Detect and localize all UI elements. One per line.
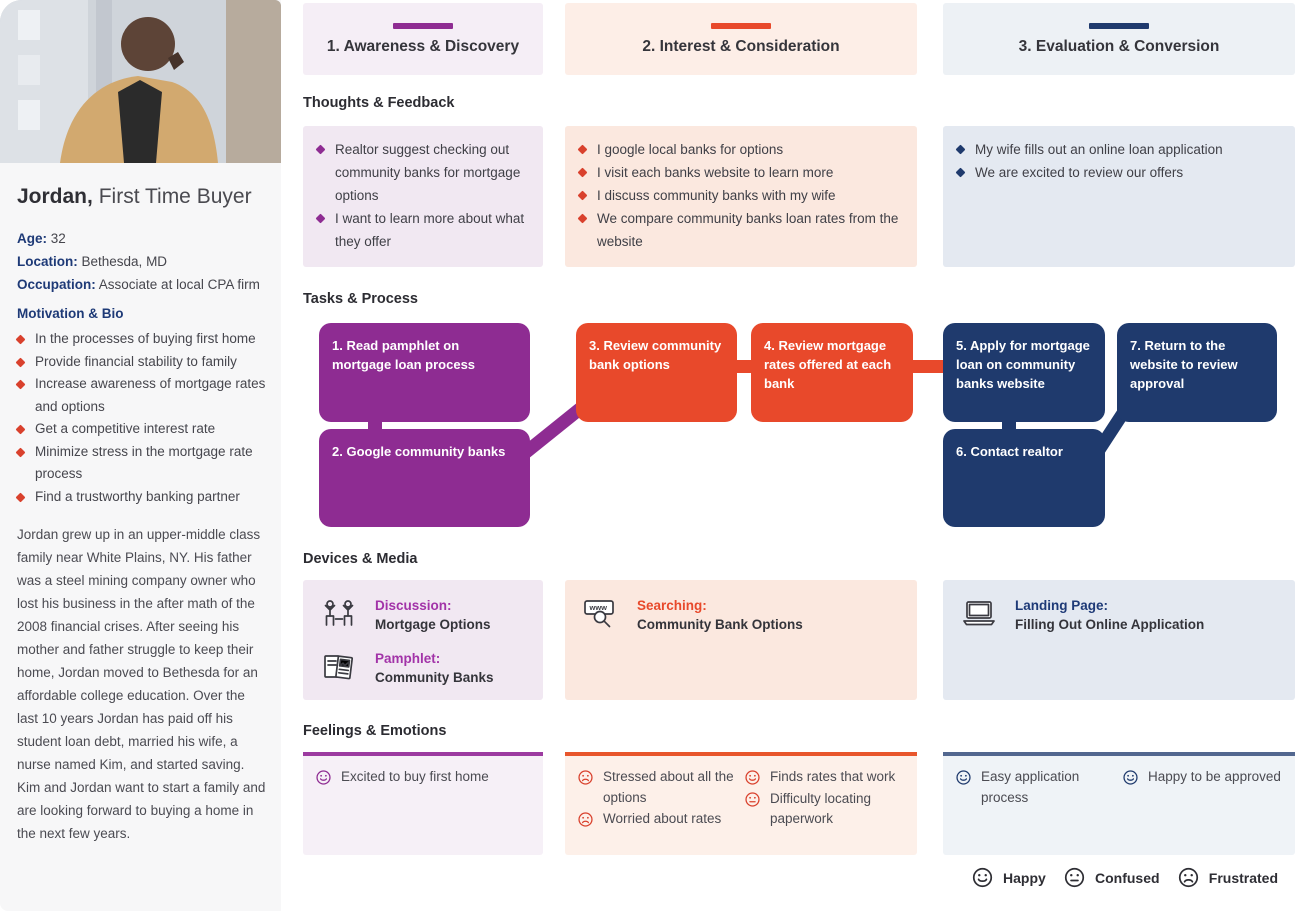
persona-sidebar bbox=[0, 0, 281, 911]
diamond-bullet-icon bbox=[16, 447, 26, 457]
task-box-5: 5. Apply for mortgage loan on community banks website bbox=[943, 323, 1105, 422]
thoughts-box-evaluation bbox=[943, 126, 1295, 267]
device-label: Pamphlet: bbox=[375, 651, 441, 666]
feelings-box-evaluation bbox=[943, 752, 1295, 855]
task-box-4: 4. Review mortgage rates offered at each bank bbox=[751, 323, 913, 422]
list-item: I google local banks for options bbox=[579, 138, 903, 161]
feeling-item: Happy to be approved bbox=[1122, 767, 1283, 788]
device-label: Landing Page: bbox=[1015, 598, 1109, 613]
confused-face-icon bbox=[744, 791, 761, 808]
device-entry bbox=[319, 648, 527, 688]
thoughts-list bbox=[579, 138, 903, 253]
task-box-7: 7. Return to the website to review approval bbox=[1117, 323, 1277, 422]
task-box-2: 2. Google community banks bbox=[319, 429, 530, 527]
frustrated-face-icon bbox=[577, 811, 594, 828]
diamond-bullet-icon bbox=[578, 168, 588, 178]
device-value: Filling Out Online Application bbox=[1015, 617, 1205, 632]
stage-header-evaluation bbox=[943, 3, 1295, 75]
laptop-icon bbox=[959, 595, 999, 635]
device-entry bbox=[959, 595, 1279, 635]
happy-face-icon bbox=[955, 769, 972, 786]
field-value: 32 bbox=[50, 231, 66, 246]
web-search-icon bbox=[581, 595, 621, 635]
happy-face-icon bbox=[1122, 769, 1139, 786]
diamond-bullet-icon bbox=[578, 191, 588, 201]
stage-accent-bar bbox=[393, 23, 453, 29]
diamond-bullet-icon bbox=[16, 335, 26, 345]
field-value: Bethesda, MD bbox=[81, 254, 168, 269]
devices-box-interest bbox=[565, 580, 917, 700]
stage-accent-bar bbox=[711, 23, 771, 29]
stage-title: 2. Interest & Consideration bbox=[642, 37, 840, 55]
row-label-devices: Devices & Media bbox=[303, 551, 418, 567]
diamond-bullet-icon bbox=[956, 168, 966, 178]
list-item: Realtor suggest checking out community banks for mortgage options bbox=[317, 138, 529, 207]
list-item: Minimize stress in the mortgage rate process bbox=[17, 441, 267, 486]
stage-header-awareness bbox=[303, 3, 543, 75]
row-label-tasks: Tasks & Process bbox=[303, 291, 418, 307]
persona-photo bbox=[0, 0, 281, 163]
legend-item-frustrated: Frustrated bbox=[1177, 866, 1278, 889]
device-value: Community Banks bbox=[375, 670, 494, 685]
device-value: Community Bank Options bbox=[637, 617, 803, 632]
task-box-1: 1. Read pamphlet on mortgage loan process bbox=[319, 323, 530, 422]
list-item: We compare community banks loan rates from the website bbox=[579, 207, 903, 253]
feeling-item: Stressed about all the options bbox=[577, 767, 738, 808]
diamond-bullet-icon bbox=[316, 145, 326, 155]
legend-item-happy: Happy bbox=[971, 866, 1046, 889]
row-label-thoughts: Thoughts & Feedback bbox=[303, 95, 455, 111]
persona-field-occupation bbox=[17, 273, 267, 296]
persona-photo-placeholder bbox=[0, 0, 281, 163]
feelings-box-interest bbox=[565, 752, 917, 855]
device-label: Discussion: bbox=[375, 598, 452, 613]
confused-face-icon bbox=[1063, 866, 1086, 889]
list-item: I visit each banks website to learn more bbox=[579, 161, 903, 184]
discussion-icon bbox=[319, 595, 359, 635]
field-label: Location: bbox=[17, 254, 78, 269]
stage-title: 1. Awareness & Discovery bbox=[326, 37, 520, 55]
motivation-heading: Motivation & Bio bbox=[17, 306, 124, 321]
persona-field-location bbox=[17, 250, 267, 273]
diamond-bullet-icon bbox=[16, 357, 26, 367]
stage-header-interest bbox=[565, 3, 917, 75]
diamond-bullet-icon bbox=[578, 145, 588, 155]
diamond-bullet-icon bbox=[578, 214, 588, 224]
list-item: Provide financial stability to family bbox=[17, 351, 267, 374]
task-box-6: 6. Contact realtor bbox=[943, 429, 1105, 527]
devices-box-awareness bbox=[303, 580, 543, 700]
feeling-item: Finds rates that work bbox=[744, 767, 905, 788]
legend-item-confused: Confused bbox=[1063, 866, 1160, 889]
diamond-bullet-icon bbox=[316, 214, 326, 224]
devices-box-evaluation bbox=[943, 580, 1295, 700]
frustrated-face-icon bbox=[1177, 866, 1200, 889]
row-label-feelings: Feelings & Emotions bbox=[303, 723, 447, 739]
stage-accent-bar bbox=[1089, 23, 1149, 29]
happy-face-icon bbox=[744, 769, 761, 786]
list-item: I discuss community banks with my wife bbox=[579, 184, 903, 207]
device-value: Mortgage Options bbox=[375, 617, 491, 632]
feeling-item: Difficulty locating paperwork bbox=[744, 789, 905, 830]
thoughts-list bbox=[317, 138, 529, 253]
diamond-bullet-icon bbox=[16, 425, 26, 435]
diamond-bullet-icon bbox=[16, 492, 26, 502]
device-label: Searching: bbox=[637, 598, 707, 613]
persona-title: First Time Buyer bbox=[98, 185, 252, 208]
emotion-legend bbox=[971, 866, 1278, 889]
feelings-box-awareness bbox=[303, 752, 543, 855]
feeling-item: Worried about rates bbox=[577, 809, 738, 830]
field-label: Age: bbox=[17, 231, 47, 246]
device-entry bbox=[581, 595, 901, 635]
list-item: Get a competitive interest rate bbox=[17, 418, 267, 441]
thoughts-list bbox=[957, 138, 1281, 184]
thoughts-box-awareness bbox=[303, 126, 543, 267]
persona-field-age bbox=[17, 227, 267, 250]
motivation-list bbox=[17, 328, 267, 508]
thoughts-box-interest bbox=[565, 126, 917, 267]
device-entry bbox=[319, 595, 527, 635]
field-value: Associate at local CPA firm bbox=[98, 277, 260, 292]
pamphlet-icon bbox=[319, 648, 359, 688]
list-item: I want to learn more about what they offer bbox=[317, 207, 529, 253]
diamond-bullet-icon bbox=[956, 145, 966, 155]
list-item: Find a trustworthy banking partner bbox=[17, 486, 267, 509]
diamond-bullet-icon bbox=[16, 380, 26, 390]
happy-face-icon bbox=[971, 866, 994, 889]
persona-first-name: Jordan, bbox=[17, 185, 93, 208]
feeling-item: Excited to buy first home bbox=[315, 767, 531, 788]
feeling-item: Easy application process bbox=[955, 767, 1116, 808]
task-box-3: 3. Review community bank options bbox=[576, 323, 737, 422]
persona-bio: Jordan grew up in an upper-middle class family near White Plains, NY. His father was a steel mining company owner who lost his business in the after math of the 2008 financial crises. After seeing his mother and father struggle to keep their home, Jordan moved to Bethesda for an affordable college education. Over the last 10 years Jordan has paid off his student loan debt, married his wife, a nurse named Kim, and started saving. Kim and Jordan want to start a family and are looking forward to buying a home in the next few years. bbox=[17, 527, 266, 841]
list-item: We are excited to review our offers bbox=[957, 161, 1281, 184]
list-item: Increase awareness of mortgage rates and options bbox=[17, 373, 267, 418]
persona-name bbox=[17, 184, 267, 210]
list-item: My wife fills out an online loan application bbox=[957, 138, 1281, 161]
stage-title: 3. Evaluation & Conversion bbox=[1018, 37, 1220, 55]
list-item: In the processes of buying first home bbox=[17, 328, 267, 351]
frustrated-face-icon bbox=[577, 769, 594, 786]
happy-face-icon bbox=[315, 769, 332, 786]
field-label: Occupation: bbox=[17, 277, 96, 292]
